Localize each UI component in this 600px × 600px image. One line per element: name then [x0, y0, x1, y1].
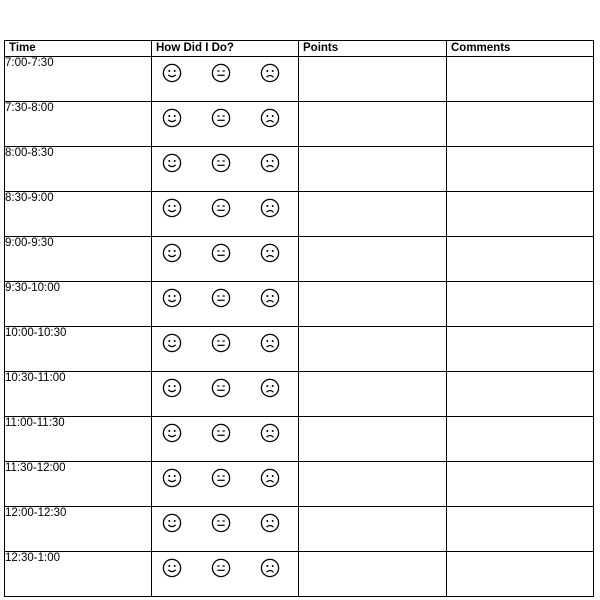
comments-cell[interactable] — [447, 57, 594, 102]
frowny-face-icon[interactable] — [260, 468, 280, 488]
rating-options — [152, 378, 298, 398]
time-slot-label: 9:00-9:30 — [5, 237, 152, 282]
time-slot-label: 7:30-8:00 — [5, 102, 152, 147]
points-cell[interactable] — [299, 372, 447, 417]
table-row — [5, 462, 594, 507]
rating-cell — [152, 462, 299, 507]
neutral-face-icon[interactable] — [211, 423, 231, 443]
table-row — [5, 237, 594, 282]
rating-cell — [152, 102, 299, 147]
rating-cell — [152, 552, 299, 597]
frowny-face-icon[interactable] — [260, 63, 280, 83]
time-slot-label: 11:30-12:00 — [5, 462, 152, 507]
points-cell[interactable] — [299, 507, 447, 552]
table-row — [5, 192, 594, 237]
frowny-face-icon[interactable] — [260, 288, 280, 308]
neutral-face-icon[interactable] — [211, 243, 231, 263]
time-slot-label: 8:00-8:30 — [5, 147, 152, 192]
rating-cell — [152, 147, 299, 192]
frowny-face-icon[interactable] — [260, 558, 280, 578]
comments-cell[interactable] — [447, 552, 594, 597]
smiley-face-icon[interactable] — [162, 198, 182, 218]
smiley-face-icon[interactable] — [162, 423, 182, 443]
rating-cell — [152, 57, 299, 102]
time-slot-label: 11:00-11:30 — [5, 417, 152, 462]
rating-cell — [152, 237, 299, 282]
time-slot-label: 10:00-10:30 — [5, 327, 152, 372]
smiley-face-icon[interactable] — [162, 468, 182, 488]
frowny-face-icon[interactable] — [260, 333, 280, 353]
comments-cell[interactable] — [447, 417, 594, 462]
time-slot-label: 7:00-7:30 — [5, 57, 152, 102]
points-cell[interactable] — [299, 327, 447, 372]
header-row — [5, 41, 594, 57]
smiley-face-icon[interactable] — [162, 558, 182, 578]
neutral-face-icon[interactable] — [211, 558, 231, 578]
smiley-face-icon[interactable] — [162, 288, 182, 308]
comments-cell[interactable] — [447, 192, 594, 237]
points-cell[interactable] — [299, 147, 447, 192]
time-slot-label: 12:00-12:30 — [5, 507, 152, 552]
points-cell[interactable] — [299, 57, 447, 102]
points-cell[interactable] — [299, 102, 447, 147]
points-cell[interactable] — [299, 282, 447, 327]
rating-options — [152, 153, 298, 173]
rating-options — [152, 63, 298, 83]
table-row — [5, 57, 594, 102]
frowny-face-icon[interactable] — [260, 108, 280, 128]
header-points: Points — [299, 41, 447, 57]
comments-cell[interactable] — [447, 102, 594, 147]
smiley-face-icon[interactable] — [162, 108, 182, 128]
points-cell[interactable] — [299, 552, 447, 597]
rating-cell — [152, 282, 299, 327]
smiley-face-icon[interactable] — [162, 243, 182, 263]
smiley-face-icon[interactable] — [162, 378, 182, 398]
table-row — [5, 102, 594, 147]
neutral-face-icon[interactable] — [211, 63, 231, 83]
frowny-face-icon[interactable] — [260, 243, 280, 263]
smiley-face-icon[interactable] — [162, 513, 182, 533]
neutral-face-icon[interactable] — [211, 468, 231, 488]
rating-cell — [152, 192, 299, 237]
time-slot-label: 9:30-10:00 — [5, 282, 152, 327]
smiley-face-icon[interactable] — [162, 333, 182, 353]
frowny-face-icon[interactable] — [260, 198, 280, 218]
neutral-face-icon[interactable] — [211, 288, 231, 308]
rating-options — [152, 468, 298, 488]
rating-options — [152, 333, 298, 353]
rating-cell — [152, 507, 299, 552]
comments-cell[interactable] — [447, 372, 594, 417]
points-cell[interactable] — [299, 417, 447, 462]
neutral-face-icon[interactable] — [211, 153, 231, 173]
table-row — [5, 507, 594, 552]
neutral-face-icon[interactable] — [211, 333, 231, 353]
header-rating: How Did I Do? — [152, 41, 299, 57]
frowny-face-icon[interactable] — [260, 423, 280, 443]
comments-cell[interactable] — [447, 282, 594, 327]
rating-options — [152, 558, 298, 578]
neutral-face-icon[interactable] — [211, 513, 231, 533]
time-slot-label: 8:30-9:00 — [5, 192, 152, 237]
smiley-face-icon[interactable] — [162, 153, 182, 173]
smiley-face-icon[interactable] — [162, 63, 182, 83]
neutral-face-icon[interactable] — [211, 198, 231, 218]
table-row — [5, 372, 594, 417]
rating-cell — [152, 327, 299, 372]
comments-cell[interactable] — [447, 507, 594, 552]
header-time: Time — [5, 41, 152, 57]
rating-options — [152, 243, 298, 263]
neutral-face-icon[interactable] — [211, 378, 231, 398]
table-row — [5, 147, 594, 192]
behavior-chart-sheet — [4, 40, 593, 597]
comments-cell[interactable] — [447, 327, 594, 372]
frowny-face-icon[interactable] — [260, 153, 280, 173]
rating-cell — [152, 417, 299, 462]
points-cell[interactable] — [299, 237, 447, 282]
behavior-chart-table — [4, 40, 594, 597]
rating-options — [152, 513, 298, 533]
table-row — [5, 282, 594, 327]
points-cell[interactable] — [299, 192, 447, 237]
rating-options — [152, 198, 298, 218]
chart-body — [5, 57, 594, 597]
frowny-face-icon[interactable] — [260, 513, 280, 533]
neutral-face-icon[interactable] — [211, 108, 231, 128]
table-row — [5, 417, 594, 462]
table-row — [5, 552, 594, 597]
frowny-face-icon[interactable] — [260, 378, 280, 398]
rating-options — [152, 288, 298, 308]
comments-cell[interactable] — [447, 462, 594, 507]
time-slot-label: 10:30-11:00 — [5, 372, 152, 417]
rating-options — [152, 108, 298, 128]
table-row — [5, 327, 594, 372]
header-comments: Comments — [447, 41, 594, 57]
comments-cell[interactable] — [447, 147, 594, 192]
points-cell[interactable] — [299, 462, 447, 507]
rating-cell — [152, 372, 299, 417]
comments-cell[interactable] — [447, 237, 594, 282]
time-slot-label: 12:30-1:00 — [5, 552, 152, 597]
rating-options — [152, 423, 298, 443]
